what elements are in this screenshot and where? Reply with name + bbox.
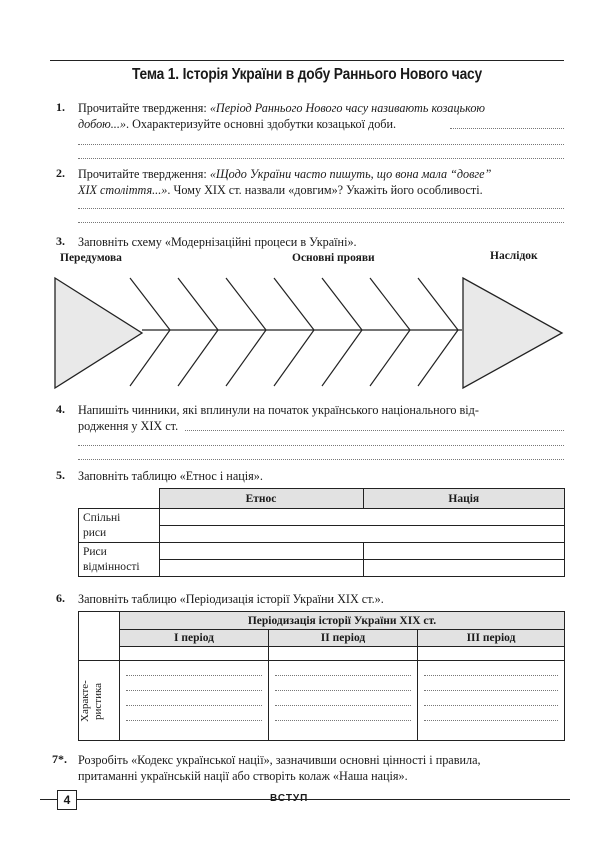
- q2-text: [78, 166, 568, 198]
- q5-number: 5.: [56, 468, 65, 482]
- periodization-header: Періодизація історії України XIX ст.: [120, 612, 565, 630]
- scheme-label-precondition: Передумова: [60, 252, 122, 264]
- cell-nation-diff-2[interactable]: [363, 560, 565, 577]
- q1-pre: Прочитайте твердження:: [78, 101, 210, 115]
- col-header-period-3: III період: [418, 630, 565, 647]
- col-header-period-1: I період: [120, 630, 269, 647]
- consequence-box: [463, 278, 562, 388]
- q1-answer-line[interactable]: [78, 158, 564, 159]
- q1-quote-l1: «Період Раннього Нового часу називають козацькою: [209, 101, 486, 115]
- col-header-period-2: II період: [269, 630, 418, 647]
- q4-answer-line[interactable]: [185, 430, 564, 431]
- page-number: 4: [57, 790, 77, 810]
- row-label-characteristic: Характе-ристика: [79, 679, 104, 722]
- page-title: Тема 1. Історія України в добу Раннього Нового часу: [131, 66, 483, 83]
- q1-quote-l2: добою...»: [78, 117, 126, 131]
- cell-ethnos-diff-2[interactable]: [159, 560, 363, 577]
- cell-common-2[interactable]: [159, 526, 565, 543]
- q1-rest: . Охарактеризуйте основні здобутки козацької доби.: [126, 117, 397, 131]
- section-name: ВСТУП: [270, 793, 309, 804]
- q2-pre: Прочитайте твердження:: [78, 167, 210, 181]
- cell-period-2-top[interactable]: [269, 647, 418, 661]
- row-label-characteristic-cell: [79, 661, 120, 741]
- q4-line2: родження у XIX ст.: [78, 419, 179, 433]
- q7-text: [78, 752, 568, 784]
- periodization-table: [78, 611, 565, 741]
- cell-period-3-top[interactable]: [418, 647, 565, 661]
- q1-answer-line[interactable]: [450, 128, 564, 129]
- col-header-ethnos: Етнос: [159, 489, 363, 509]
- q4-answer-line[interactable]: [78, 445, 564, 446]
- q2-answer-line[interactable]: [78, 208, 564, 209]
- q7-line1: Розробіть «Кодекс української нації», зазначивши основні цінності і правила,: [78, 753, 481, 767]
- ethnos-nation-table: [78, 488, 565, 577]
- cell-period-2-char[interactable]: [269, 661, 418, 741]
- q1-number: 1.: [56, 100, 65, 114]
- q5-text: Заповніть таблицю «Етнос і нація».: [78, 469, 263, 483]
- row-label-common-l1: Спільні: [83, 511, 121, 524]
- q2-answer-line[interactable]: [78, 222, 564, 223]
- q7-line2: притаманні українській нації або створіть колаж «Наша нація».: [78, 769, 408, 783]
- scheme-label-consequence: Наслідок: [490, 250, 538, 262]
- q3-text: Заповніть схему «Модернізаційні процеси в Україні».: [78, 235, 357, 249]
- q7-number: 7*.: [52, 752, 67, 766]
- q1-answer-line[interactable]: [78, 144, 564, 145]
- scheme-label-manifestations: Основні прояви: [292, 252, 375, 264]
- row-label-differences: [79, 543, 160, 577]
- q6-text: Заповніть таблицю «Періодизація історії України XIX ст.».: [78, 592, 384, 606]
- fishbone-scheme: [50, 270, 570, 400]
- table-corner: [79, 489, 160, 509]
- q4-number: 4.: [56, 402, 65, 416]
- q4-answer-line[interactable]: [78, 459, 564, 460]
- row-label-differences-l1: Риси: [83, 545, 107, 558]
- q2-rest: . Чому XIX ст. назвали «довгим»? Укажіть його особливості.: [167, 183, 483, 197]
- q2-number: 2.: [56, 166, 65, 180]
- cell-common-1[interactable]: [159, 509, 565, 526]
- q4-line1: Напишіть чинники, які вплинули на початок українського національного від-: [78, 403, 479, 417]
- row-label-differences-l2: відмінності: [83, 560, 140, 573]
- cell-period-1-char[interactable]: [120, 661, 269, 741]
- q6-number: 6.: [56, 591, 65, 605]
- precondition-box: [55, 278, 142, 388]
- lower-bones: [130, 330, 458, 386]
- q2-quote-l2: XIX століття...»: [78, 183, 168, 197]
- upper-bones: [130, 278, 458, 330]
- cell-nation-diff-1[interactable]: [363, 543, 565, 560]
- cell-period-1-top[interactable]: [120, 647, 269, 661]
- cell-ethnos-diff-1[interactable]: [159, 543, 363, 560]
- table-corner: [79, 612, 120, 661]
- q2-quote-l1: «Щодо України часто пишуть, що вона мала “довге”: [209, 167, 492, 181]
- cell-period-3-char[interactable]: [418, 661, 565, 741]
- row-label-common-l2: риси: [83, 526, 107, 539]
- col-header-nation: Нація: [363, 489, 565, 509]
- q3-number: 3.: [56, 234, 65, 248]
- top-rule: [50, 60, 564, 61]
- row-label-common: [79, 509, 160, 543]
